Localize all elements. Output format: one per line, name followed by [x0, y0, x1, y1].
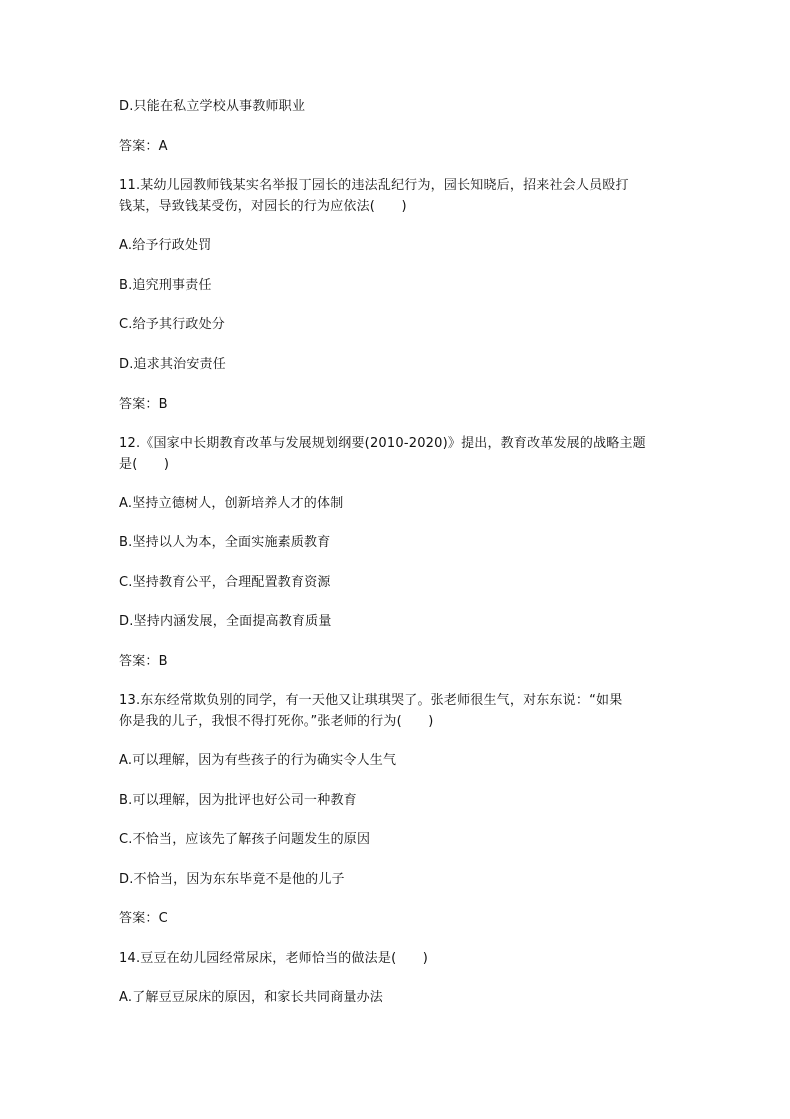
q13-option-b: B.可以理解，因为批评也好公司一种教育 [119, 793, 357, 808]
q12-option-c: C.坚持教育公平，合理配置教育资源 [119, 575, 331, 590]
q10-option-d: D.只能在私立学校从事教师职业 [119, 99, 306, 114]
q14-option-a: A.了解豆豆尿床的原因，和家长共同商量办法 [119, 990, 383, 1005]
q12-stem-line-2: 是( ) [119, 457, 170, 472]
q10-answer: 答案：A [119, 139, 168, 154]
q11-option-d: D.追求其治安责任 [119, 357, 226, 372]
q12-stem-line-1: 12.《国家中长期教育改革与发展规划纲要(2010-2020)》提出，教育改革发展的战略主题 [119, 436, 646, 451]
q13-option-c: C.不恰当，应该先了解孩子问题发生的原因 [119, 832, 371, 847]
q11-option-c: C.给予其行政处分 [119, 317, 226, 332]
q13-option-d: D.不恰当，因为东东毕竟不是他的儿子 [119, 872, 345, 887]
q13-stem-line-2: 你是我的儿子，我恨不得打死你。”张老师的行为( ) [119, 714, 434, 729]
q13-answer: 答案：C [119, 911, 168, 926]
q12-option-a: A.坚持立德树人，创新培养人才的体制 [119, 496, 344, 511]
q11-option-b: B.追究刑事责任 [119, 278, 212, 293]
q14-stem-line-1: 14.豆豆在幼儿园经常尿床，老师恰当的做法是( ) [119, 951, 429, 966]
q11-stem-line-1: 11.某幼儿园教师钱某实名举报丁园长的违法乱纪行为，园长知晓后，招来社会人员殴打 [119, 178, 629, 193]
q12-option-b: B.坚持以人为本，全面实施素质教育 [119, 535, 331, 550]
q12-option-d: D.坚持内涵发展，全面提高教育质量 [119, 614, 332, 629]
q11-option-a: A.给予行政处罚 [119, 238, 212, 253]
q12-answer: 答案：B [119, 654, 168, 669]
q13-stem-line-1: 13.东东经常欺负别的同学，有一天他又让琪琪哭了。张老师很生气，对东东说：“如果 [119, 693, 623, 708]
q13-option-a: A.可以理解，因为有些孩子的行为确实令人生气 [119, 753, 397, 768]
q11-answer: 答案：B [119, 397, 168, 412]
q11-stem-line-2: 钱某，导致钱某受伤，对园长的行为应依法( ) [119, 199, 407, 214]
